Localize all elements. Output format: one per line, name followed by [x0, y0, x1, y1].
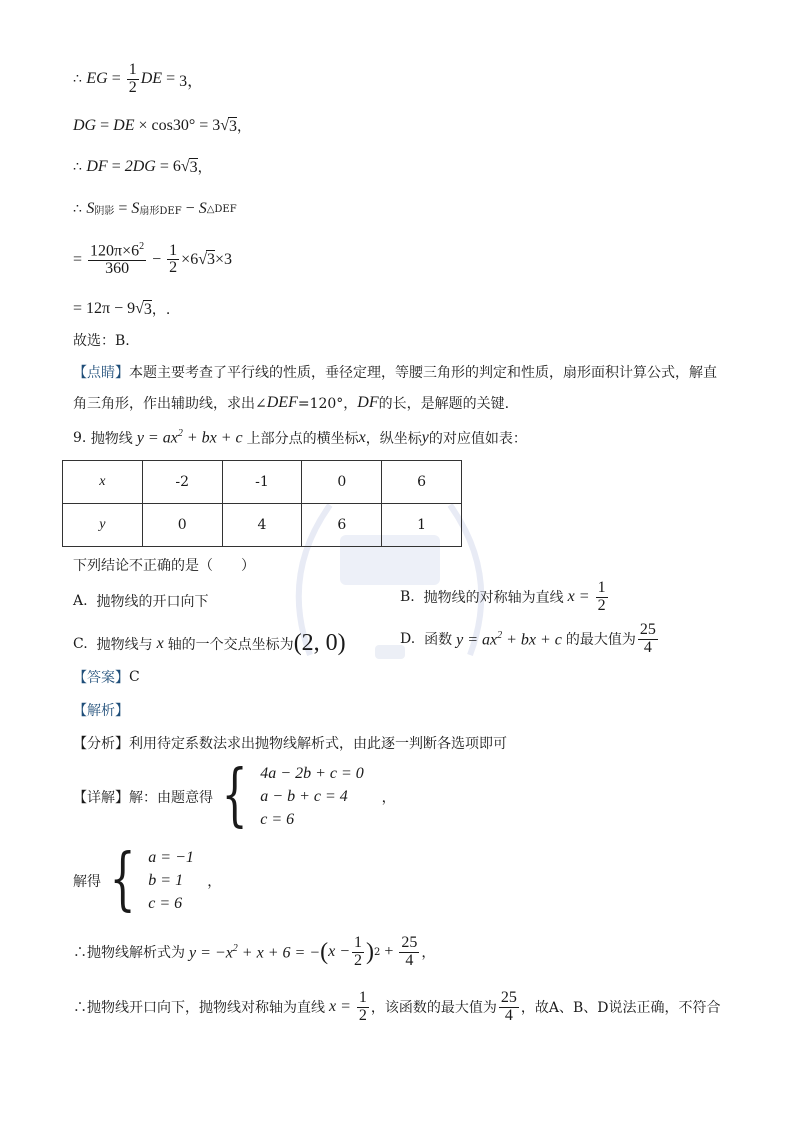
question-suffix: 的对应值如表： [428, 431, 527, 447]
eg-lhs: EG [86, 70, 108, 88]
step-eg: ∴ EG = $\frac{1}{2}$ DE = 3， [73, 61, 204, 96]
question-9: 9. 抛物线 $y = ax^2$ + bx + c 上部分点的横坐标 x ，纵坐标 y 的对应值如表： [73, 428, 527, 447]
detail-comma: ， [381, 789, 396, 806]
conclusion-text-a: ∴抛物线开口向下，抛物线对称轴为直线 [73, 1000, 325, 1017]
table-cell: 1 [382, 504, 462, 547]
table-cell: -2 [142, 461, 222, 504]
comment-bracket: 【点睛】 [73, 365, 129, 381]
option-c-point: (2, 0) [293, 630, 346, 656]
solution-comma: ， [207, 873, 222, 890]
comment-angle: DEF [266, 394, 298, 411]
value-table [62, 460, 462, 547]
therefore-symbol: ∴ [73, 71, 82, 88]
option-d-text-b: 的最大值为 [565, 632, 636, 649]
sub-shade: 阴影 [94, 205, 115, 217]
option-c-text-b: 轴的一个交点坐标为 [167, 636, 294, 653]
equation-system: { 4a − 2b + c = 0 a − b + c = 4 c = 6 [221, 756, 364, 835]
fenxi-bracket: 【分析】 [73, 736, 129, 752]
option-d: D. 函数 $y = ax^2$ + bx + c 的最大值为 $\frac{25}{4}$ [400, 621, 656, 656]
option-c-text-a: 抛物线与 [96, 636, 153, 653]
step-area-result: = 12π − 9 √ 3 ，. [73, 300, 171, 318]
detail-bracket: 【详解】 [73, 789, 129, 806]
question-x: x [358, 429, 366, 446]
df-mid: 2DG [124, 158, 156, 175]
fraction-half: $\frac{1}{2}$ [128, 61, 137, 96]
equation-2: a − b + c = 4 [260, 788, 348, 805]
comment-text-2b: =120°， [297, 396, 358, 412]
solution-a: a = −1 [148, 849, 194, 866]
option-d-text-a: 函数 [424, 632, 453, 649]
table-cell: 6 [382, 461, 462, 504]
calc-tail: ×6 [181, 250, 199, 268]
conclusion-text-b: ，该函数的最大值为 [370, 1000, 497, 1017]
answer-bracket: 【答案】 [73, 670, 129, 686]
sub-triangle: △DEF [206, 203, 237, 215]
fenxi-text: 利用待定系数法求出抛物线解析式，由此逐一判断各选项即可 [129, 736, 507, 752]
dg-result-radicand: 3 [229, 117, 238, 135]
final-value: 12π − 9 [86, 300, 136, 317]
comment-line-2 [73, 393, 509, 413]
final-radicand: 3 [143, 300, 152, 318]
dg-lhs: DG [73, 117, 97, 134]
expression-prefix: ∴抛物线解析式为 [73, 945, 185, 962]
option-a [73, 591, 208, 611]
step-df: ∴ DF = 2DG = 6 √ 3 ， [73, 158, 212, 176]
question-mid2: ，纵坐标 [365, 431, 422, 447]
comment-text-2a: 角三角形，作出辅助线，求出∠ [73, 396, 267, 412]
choice-line [73, 330, 130, 350]
solution-cases: { a = −1 b = 1 c = 6 [109, 840, 194, 919]
question-prefix: 抛物线 [90, 431, 133, 447]
table-row [63, 504, 462, 547]
option-a-text: 抛物线的开口向下 [96, 594, 209, 610]
table-header-x: x [63, 461, 143, 504]
option-a-label: A. [73, 593, 88, 609]
df-result-coef: 6 [172, 158, 181, 175]
df-lhs: DF [86, 158, 108, 175]
table-cell: -1 [222, 461, 302, 504]
dg-cos: cos30° [151, 117, 196, 134]
analysis-line [73, 700, 129, 720]
conclusion-line: ∴抛物线开口向下，抛物线对称轴为直线 x = $\frac{1}{2}$ ，该函数的最大值为 $\frac{25}{4}$ ，故A、B、D说法正确，不符合 [73, 989, 721, 1024]
question-prompt [73, 555, 255, 575]
df-result-radicand: 3 [189, 158, 198, 176]
solution-b: b = 1 [148, 872, 184, 889]
analysis-bracket: 【解析】 [73, 703, 129, 719]
question-y: y [421, 429, 429, 446]
solution-c: c = 6 [148, 895, 183, 912]
solution-system [73, 840, 222, 919]
detail-text: 解：由题意得 [129, 789, 213, 806]
calc-denominator: 360 [105, 260, 130, 278]
sub-sector: 扇形DEF [139, 205, 182, 217]
comment-line-1 [73, 362, 717, 382]
table-header-y: y [63, 504, 143, 547]
step-dg: DG = DE × cos30° = 3 √ 3 ， [73, 117, 252, 135]
calc-numerator: 120π×6 [90, 242, 140, 260]
fraction-sector: $\frac{120\pi\times 6^2}{360}$ [90, 241, 145, 278]
calc-tail2: ×3 [214, 250, 233, 268]
detail-system [73, 756, 396, 835]
comment-text-2c: 的长，是解题的关键. [378, 396, 510, 412]
parabola-expression: ∴抛物线解析式为 $y = -x^2 + x + 6$ = − ( x − $\frac{1}{2}$ ) 2 + $\frac{25}{4}$ ， [73, 934, 436, 969]
equation-1: 4a − 2b + c = 0 [260, 765, 364, 782]
step-area-calc: = $\frac{120\pi\times 6^2}{360}$ − $\frac{1}{2}$ ×6 √ 3 ×3 [73, 241, 233, 278]
option-b: B. 抛物线的对称轴为直线 x = $\frac{1}{2}$ [400, 579, 606, 614]
table-cell: 4 [222, 504, 302, 547]
dg-result-coef: 3 [212, 117, 221, 134]
table-cell: 6 [302, 504, 382, 547]
dg-mid: DE [113, 117, 135, 134]
answer-line [73, 667, 140, 687]
option-d-label: D. [400, 631, 416, 648]
option-b-text: 抛物线的对称轴为直线 [423, 590, 564, 607]
option-c: C. 抛物线与 x 轴的一个交点坐标为 (2, 0) [73, 630, 346, 656]
solve-label: 解得 [73, 873, 101, 890]
table-cell: 0 [302, 461, 382, 504]
equation-3: c = 6 [260, 811, 295, 828]
question-prompt-text: 下列结论不正确的是（ ） [73, 558, 255, 574]
eg-result: 3， [179, 72, 204, 90]
question-mid: 上部分点的横坐标 [246, 431, 359, 447]
comment-df: DF [357, 394, 379, 411]
table-row [63, 461, 462, 504]
option-c-label: C. [73, 635, 88, 652]
comment-text-1: 本题主要考查了平行线的性质，垂径定理，等腰三角形的判定和性质，扇形面积计算公式，解直 [129, 365, 717, 381]
option-b-label: B. [400, 589, 415, 606]
table-cell: 0 [142, 504, 222, 547]
conclusion-text-c: ，故A、B、D说法正确，不符合 [520, 1000, 721, 1017]
fenxi-line [73, 733, 507, 753]
eg-rhs: DE [140, 70, 163, 88]
answer-value: C [129, 669, 140, 685]
step-area-formula: ∴ S 阴影 = S 扇形DEF − S △DEF [73, 200, 237, 217]
final-tail: ，. [151, 302, 171, 318]
choice-text: 故选：B. [73, 333, 130, 349]
question-number: 9. [73, 430, 87, 446]
